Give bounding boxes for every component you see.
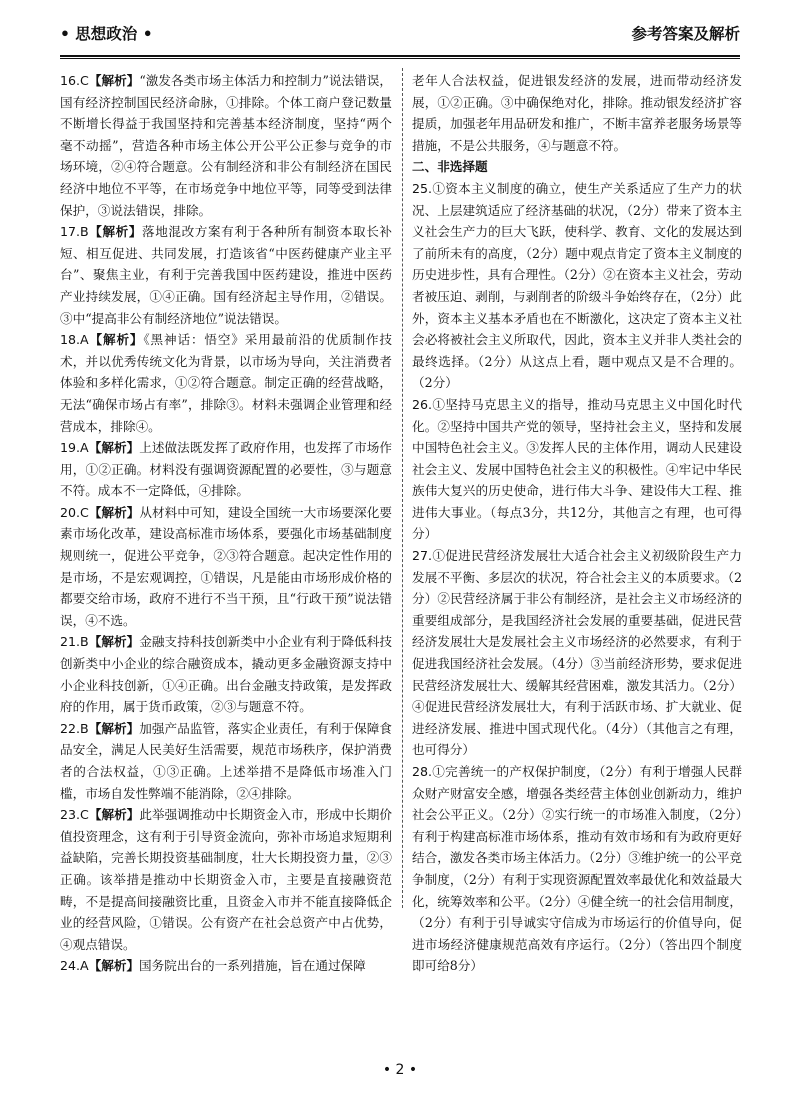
column-divider (402, 68, 403, 908)
answer-item: 26.①坚持马克思主义的指导，推动马克思主义中国化时代化。②坚持中国共产党的领导，坚持社会主义，坚持和发展中国特色社会主义。③发挥人民的主体作用，调动人民建设社会主义、发展中国特色社会主义的积极性。④牢记中华民族伟大复兴的历史使命，进行伟大斗争、建设伟大工程、推进伟大事业。（每点3分，共12分，其他言之有理，也可得分） (412, 396, 742, 542)
answer-item: 20.C【解析】从材料中可知，建设全国统一大市场要深化要素市场化改革，建设高标准市场体系，要强化市场基础制度规则统一，促进公平竞争，②③符合题意。起决定性作用的是市场，不是宏观调控，①错误，凡是能由市场形成价格的都要交给市场，政府不进行不当干预，且“行政干预”说法错误，④不选。 (60, 504, 393, 628)
answer-item: 21.B【解析】金融支持科技创新类中小企业有利于降低科技创新类中小企业的综合融资成本，撬动更多金融资源支持中小企业科技创新，①④正确。出台金融支持政策，是发挥政府的作用，属于货币政策，②③与题意不符。 (60, 634, 393, 715)
answer-item: 27.①促进民营经济发展壮大适合社会主义初级阶段生产力发展不平衡、多层次的状况，符合社会主义的本质要求。（2分）②民营经济属于非公有制经济，是社会主义市场经济的重要组成部分，是我国经济社会发展的重要基础，促进民营经济发展壮大是发展社会主义市场经济的必然要求，有利于促进我国经济社会发展。（4分）③当前经济形势，要求促进民营经济发展壮大、缓解其经营困难，激发其活力。（2分）④促进民营经济发展壮大，有利于活跃市场、扩大就业、促进经济发展、推进中国式现代化。（4分）（其他言之有理，也可得分） (412, 548, 742, 758)
header-rule (60, 55, 740, 57)
subject-title: • 思想政治 • (60, 24, 153, 43)
answer-item: 28.①完善统一的产权保护制度，（2分）有利于增强人民群众财产财富安全感，增强各类经营主体创业创新动力，维护社会公平正义。（2分）②实行统一的市场准入制度，（2分）有利于构建高标准市场体系，推动有效市场和有为政府更好结合，激发各类市场主体活力。（2分）③维护统一的公平竞争制度，（2分）有利于实现资源配置效率最优化和效益最大化，统筹效率和公平。（2分）④健全统一的社会信用制度，（2分）有利于引导诚实守信成为市场运行的价值导向，促进市场经济健康规范高效有序运行。（2分）（答出四个制度即可给8分） (412, 764, 742, 974)
section-title: 参考答案及解析 (631, 24, 740, 43)
answer-item: 16.C【解析】“激发各类市场主体活力和控制力”说法错误，国有经济控制国民经济命脉，①排除。个体工商户登记数量不断增长得益于我国坚持和完善基本经济制度，坚持“两个毫不动摇”，营造各种市场主体公开公平公正参与竞争的市场环境，②④符合题意。公有制经济和非公有制经济在国民经济中地位不平等，在市场竞争中地位平等，同等受到法律保护，③说法错误，排除。 (60, 73, 392, 218)
answer-item: 17.B【解析】落地混改方案有利于各种所有制资本取长补短、相互促进、共同发展，打造该省“中医药健康产业主平台”、聚焦主业，有利于完善我国中医药建设，推进中医药产业持续发展，①④正确。国有经济起主导作用，②错误。③中“提高非公有制经济地位”说法错误。 (60, 224, 393, 326)
page-header (60, 22, 740, 48)
section-heading: 二、非选择题 (412, 159, 488, 175)
answer-item: 25.①资本主义制度的确立，使生产关系适应了生产力的状况、上层建筑适应了经济基础的状况，（2分）带来了资本主义社会生产力的巨大飞跃，使科学、教育、文化的发展达到了前所未有的高度，（2分）题中观点肯定了资本主义制度的历史进步性，具有合理性。（2分）②在资本主义社会，劳动者被压迫、剥削，与剥削者的阶级斗争始终存在，（2分）此外，资本主义基本矛盾也在不断激化，这决定了资本主义社会必将被社会主义所取代，因此，资本主义并非人类社会的最终选择。（2分）从这点上看，题中观点又是不合理的。（2分） (412, 180, 742, 391)
answer-item: 18.A【解析】《黑神话：悟空》采用最前沿的优质制作技术，并以优秀传统文化为背景，以市场为导向，关注消费者体验和多样化需求，①②符合题意。制定正确的经营战略，无法“确保市场占有率”，排除③。材料未强调企业管理和经营成本，排除④。 (60, 332, 393, 434)
right-column (412, 70, 742, 977)
header-rule-thin (60, 58, 740, 59)
page-number: • 2 • (382, 1062, 418, 1078)
answer-item: 24.A【解析】国务院出台的一系列措施，旨在通过保障 (60, 958, 366, 974)
answer-continuation: 老年人合法权益，促进银发经济的发展，进而带动经济发展，①②正确。③中确保绝对化，排除。推动银发经济扩容提质，加强老年用品研发和推广，不断丰富养老服务场景等措施，不是公共服务，④与题意不符。 (412, 73, 742, 153)
left-column (60, 70, 392, 977)
answer-item: 19.A【解析】上述做法既发挥了政府作用，也发挥了市场作用，①②正确。材料没有强调资源配置的必要性，③与题意不符。成本不一定降低，④排除。 (60, 440, 393, 499)
answer-item: 22.B【解析】加强产品监管，落实企业责任，有利于保障食品安全，满足人民美好生活需要，规范市场秩序，保护消费者的合法权益，①③正确。上述举措不是降低市场准入门槛，市场自发性弊端不能消除，②④排除。 (60, 720, 393, 801)
answer-item: 23.C【解析】此举强调推动中长期资金入市，形成中长期价值投资理念，这有利于引导资金流向，弥补市场追求短期利益缺陷，完善长期投资基础制度，壮大长期投资力量，②③正确。该举措是推动中长期资金入市，主要是直接融资范畴，不是提高间接融资比重，且资金入市并不能直接降低企业的经营风险，①错误。公有资产在社会总资产中占优势，④观点错误。 (60, 807, 393, 952)
